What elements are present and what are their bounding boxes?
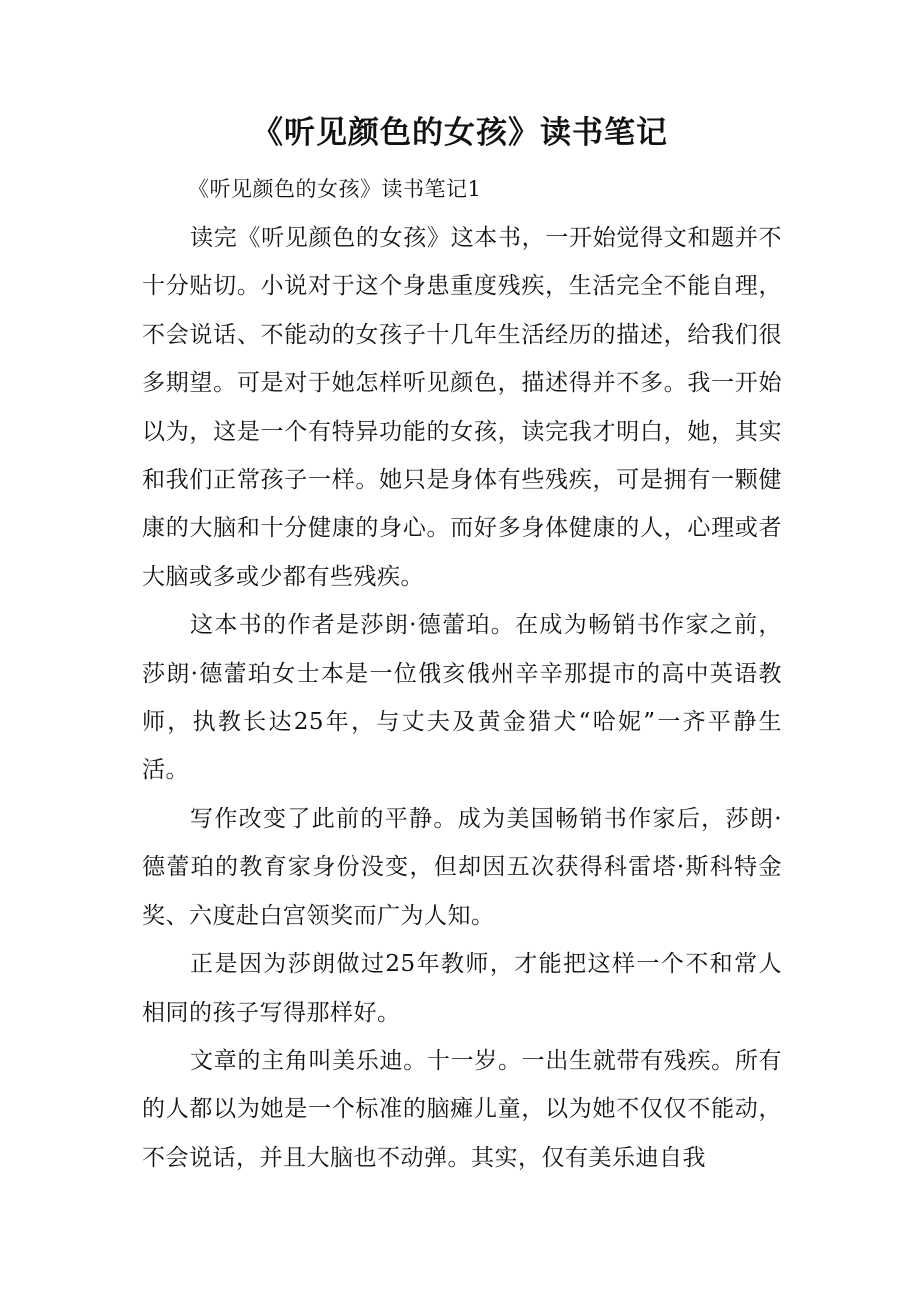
paragraph: 写作改变了此前的平静。成为美国畅销书作家后，莎朗·德蕾珀的教育家身份没变，但却因五次获得科雷塔·斯科特金奖、六度赴白宫领奖而广为人知。	[142, 805, 782, 929]
paragraph: 文章的主角叫美乐迪。十一岁。一出生就带有残疾。所有的人都以为她是一个标准的脑瘫儿童，以为她不仅仅不能动，不会说话，并且大脑也不动弹。其实，仅有美乐迪自我	[142, 1047, 782, 1171]
document-title: 《听见颜色的女孩》读书笔记	[252, 115, 668, 151]
section-subtitle: 《听见颜色的女孩》读书笔记1	[188, 177, 482, 201]
paragraph: 正是因为莎朗做过25年教师，才能把这样一个不和常人相同的孩子写得那样好。	[142, 951, 782, 1026]
paragraph: 这本书的作者是莎朗·德蕾珀。在成为畅销书作家之前，莎朗·德蕾珀女士本是一位俄亥俄州辛辛那提市的高中英语教师，执教长达25年，与丈夫及黄金猎犬“哈妮”一齐平静生活。	[142, 612, 782, 784]
paragraph: 读完《听见颜色的女孩》这本书，一开始觉得文和题并不十分贴切。小说对于这个身患重度残疾，生活完全不能自理，不会说话、不能动的女孩子十几年生活经历的描述，给我们很多期望。可是对于她怎样听见颜色，描述得并不多。我一开始以为，这是一个有特异功能的女孩，读完我才明白，她，其实和我们正常孩子一样。她只是身体有些残疾，可是拥有一颗健康的大脑和十分健康的身心。而好多身体健康的人，心理或者大脑或多或少都有些残疾。	[142, 225, 782, 590]
document-body	[142, 164, 782, 1182]
